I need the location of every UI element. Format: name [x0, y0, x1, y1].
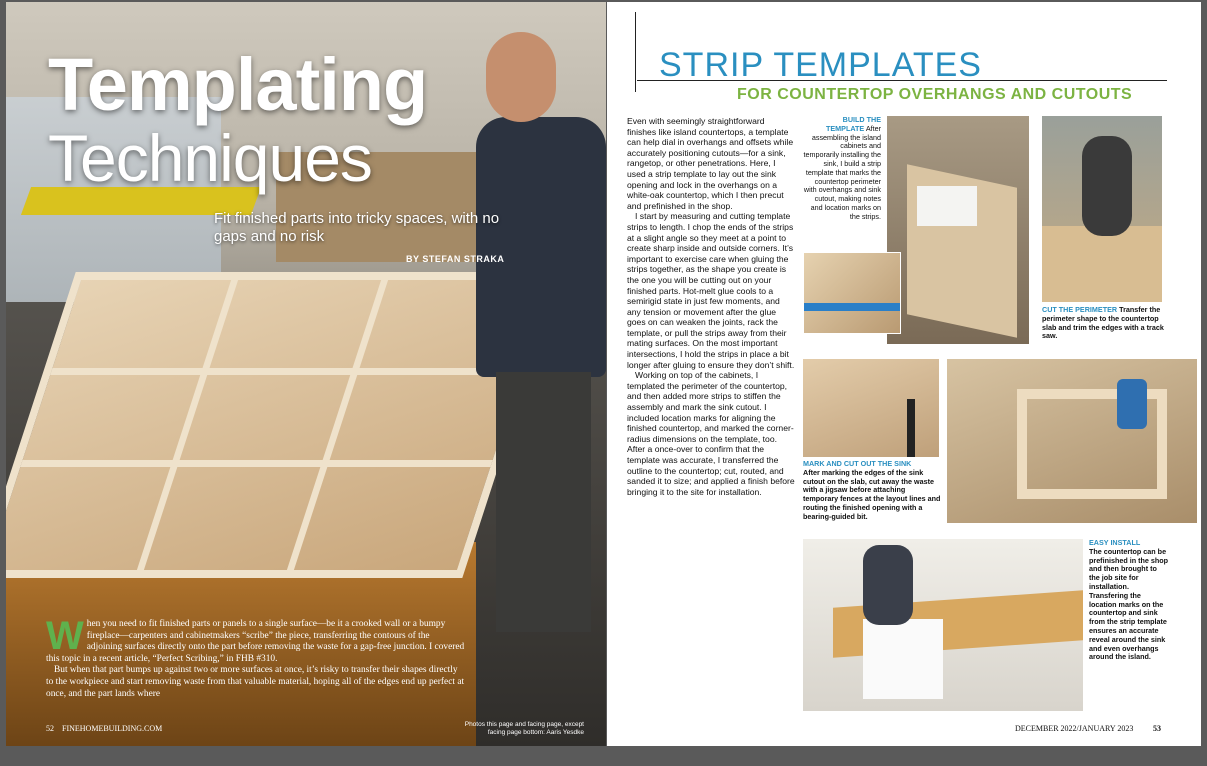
photo-cut-perimeter [1042, 116, 1162, 302]
dropcap: W [46, 614, 84, 658]
photo-build-template [887, 116, 1029, 344]
body-column [627, 116, 795, 497]
right-folio: DECEMBER 2022/JANUARY 2023 [1015, 724, 1134, 733]
intro-paragraph-1: hen you need to fit finished parts or panels to a single surface—be it a crooked wall or a bumpy fireplace—carpenters and cabinetmakers “scribe” the piece, transferring the contours of the adjoining surfaces directly onto the part before removing the waste for a gap-free junction. I covered this topic in a recent article, “Perfect Scribing,” in FHB #310. [46, 619, 465, 664]
left-folio [46, 724, 162, 733]
caption-sink-text: After marking the edges of the sink cutout on the slab, cut away the waste with a jigsaw before attaching temporary fences at the layout lines and routing the finished opening with a bearing-guided bit. [803, 467, 941, 521]
caption-install-head: EASY INSTALL [1089, 538, 1141, 547]
caption-build-head: BUILD THE TEMPLATE [826, 115, 881, 133]
caption-build-text: After assembling the island cabinets and temporarily installing the sink, I build a strip template that marks the countertop perimeter with overhangs and sink cutout, making notes and location marks on the strips. [803, 123, 881, 221]
caption-mark-sink [803, 460, 941, 522]
right-page [607, 2, 1201, 746]
article-title-line2: Techniques [48, 121, 372, 195]
caption-cut-perimeter [1042, 306, 1170, 341]
caption-perimeter-head: CUT THE PERIMETER [1042, 305, 1118, 314]
article-subtitle: Fit finished parts into tricky spaces, with no gaps and no risk [214, 210, 500, 245]
photo-route-sink [947, 359, 1197, 523]
byline: BY STEFAN STRAKA [406, 254, 505, 264]
article-title-line1: Templating [48, 43, 428, 126]
left-folio-site: FINEHOMEBUILDING.COM [62, 724, 163, 733]
left-page-number: 52 [46, 724, 54, 733]
carpenter-photo [476, 32, 606, 652]
right-page-number: 53 [1153, 724, 1161, 733]
intro-text [46, 614, 466, 700]
caption-easy-install [1089, 539, 1169, 662]
vertical-rule [635, 12, 636, 92]
photo-mark-sink [803, 359, 939, 457]
photo-credit: Photos this page and facing page, except facing page bottom: Aaris Yesdke [464, 721, 584, 736]
body-paragraph-2: I start by measuring and cutting template strips to length. I chop the ends of the strips at a slight angle so they meet at a point to create sharp inside and outside corners. It’s important to exercise care when gluing the strips together, as the shape you create is the one you will be cutting out on your finished parts. Hot-melt glue cools to a semirigid state in just few moments, and any tension or movement after the glue goes on can weaken the joints, rack the template, or pull the strips away from their mating surfaces. On the most important intersections, I hold the strips in place a bit longer after gluing to ensure they don’t shift. [627, 211, 795, 370]
sidebar-subtitle: FOR COUNTERTOP OVERHANGS AND CUTOUTS [737, 86, 1133, 103]
sidebar-title: STRIP TEMPLATES [659, 46, 982, 84]
intro-paragraph-2: But when that part bumps up against two or more surfaces at once, it’s risky to transfer their shapes directly to the workpiece and start removing waste from that valuable material, hoping all of the edges end up perfect at once, and the part lands where [46, 665, 465, 699]
left-page [6, 2, 606, 746]
body-paragraph-1: Even with seemingly straightforward finishes like island countertops, a template can help dial in overhangs and offsets while accurately positioning cutouts—for a sink, rangetop, or other penetrations. Here, I used a strip template to lay out the sink opening and lock in the overhangs on a white-oak countertop, which I then precut and prefinished in the shop. [627, 116, 794, 211]
photo-easy-install [803, 539, 1083, 711]
caption-perimeter-text: Transfer the perimeter shape to the countertop slab and trim the edges with a track saw. [1042, 305, 1164, 341]
caption-build-template [803, 116, 881, 222]
body-paragraph-3: Working on top of the cabinets, I templated the perimeter of the countertop, and then added more strips to stiffen the assembly and mark the sink cutout. I included location marks for aligning the finished countertop, and marked the corner-radius dimensions on the template, too. After a once-over to confirm that the template was accurate, I transferred the outline to the countertop; cut, routed, and sanded it to size; and applied a finish before bringing it to the site for installation. [627, 370, 795, 497]
caption-install-text: The countertop can be prefinished in the shop and then brought to the job site for installation. Transfering the location marks on the countertop and sink from the strip template ensures an accurate reveal around the sink and even overhangs around the island. [1089, 546, 1169, 662]
caption-sink-head: MARK AND CUT OUT THE SINK [803, 459, 912, 468]
photo-marking-inset [803, 252, 901, 334]
